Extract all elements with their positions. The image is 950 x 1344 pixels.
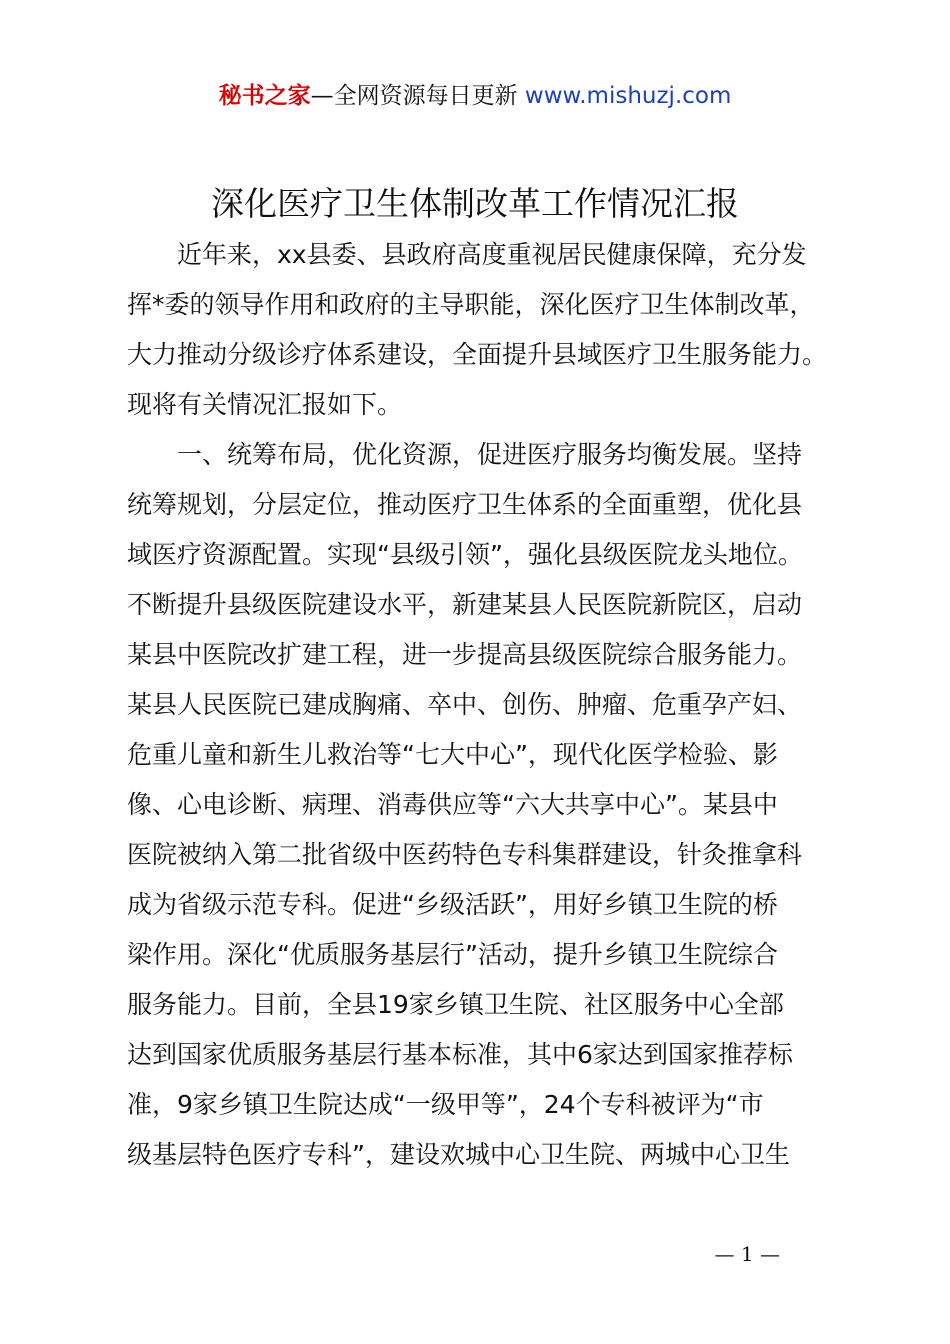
document-title: 深化医疗卫生体制改革工作情况汇报 bbox=[211, 184, 739, 223]
site-tagline: —全网资源每日更新 bbox=[310, 83, 525, 109]
body-line: 危重儿童和新生儿救治等“七大中心”，现代化医学检验、影 bbox=[127, 740, 778, 769]
body-line: 梁作用。深化“优质服务基层行”活动，提升乡镇卫生院综合 bbox=[127, 940, 778, 969]
body-line: 不断提升县级医院建设水平，新建某县人民医院新院区，启动 bbox=[127, 590, 803, 619]
body-line: 大力推动分级诊疗体系建设，全面提升县域医疗卫生服务能力。 bbox=[127, 340, 828, 369]
body-line: 域医疗资源配置。实现“县级引领”，强化县级医院龙头地位。 bbox=[127, 540, 803, 569]
document-body bbox=[127, 230, 839, 1180]
page-number: — 1 — bbox=[714, 1242, 780, 1266]
site-brand: 秘书之家 bbox=[218, 83, 311, 109]
body-line: 某县人民医院已建成胸痛、卒中、创伤、肿瘤、危重孕产妇、 bbox=[127, 690, 803, 719]
body-line: 像、心电诊断、病理、消毒供应等“六大共享中心”。某县中 bbox=[127, 790, 778, 819]
body-line: 统筹规划，分层定位，推动医疗卫生体系的全面重塑，优化县 bbox=[127, 490, 803, 519]
body-line: 级基层特色医疗专科”，建设欢城中心卫生院、两城中心卫生 bbox=[127, 1140, 790, 1169]
body-line: 挥*委的领导作用和政府的主导职能，深化医疗卫生体制改革， bbox=[127, 290, 815, 319]
site-header bbox=[0, 80, 950, 112]
body-line: 准，9家乡镇卫生院达成“一级甲等”，24个专科被评为“市 bbox=[127, 1090, 764, 1119]
body-line: 某县中医院改扩建工程，进一步提高县级医院综合服务能力。 bbox=[127, 640, 803, 669]
body-line: 近年来，xx县委、县政府高度重视居民健康保障，充分发 bbox=[127, 240, 807, 269]
body-line: 医院被纳入第二批省级中医药特色专科集群建设，针灸推拿科 bbox=[127, 840, 803, 869]
body-line: 一、统筹布局，优化资源，促进医疗服务均衡发展。坚持 bbox=[127, 440, 803, 469]
body-line: 成为省级示范专科。促进“乡级活跃”，用好乡镇卫生院的桥 bbox=[127, 890, 778, 919]
body-line: 现将有关情况汇报如下。 bbox=[127, 390, 403, 419]
body-line: 服务能力。目前，全县19家乡镇卫生院、社区服务中心全部 bbox=[127, 990, 784, 1019]
body-line: 达到国家优质服务基层行基本标准，其中6家达到国家推荐标 bbox=[127, 1040, 793, 1069]
site-url-link[interactable]: www.mishuzj.com bbox=[524, 83, 732, 109]
